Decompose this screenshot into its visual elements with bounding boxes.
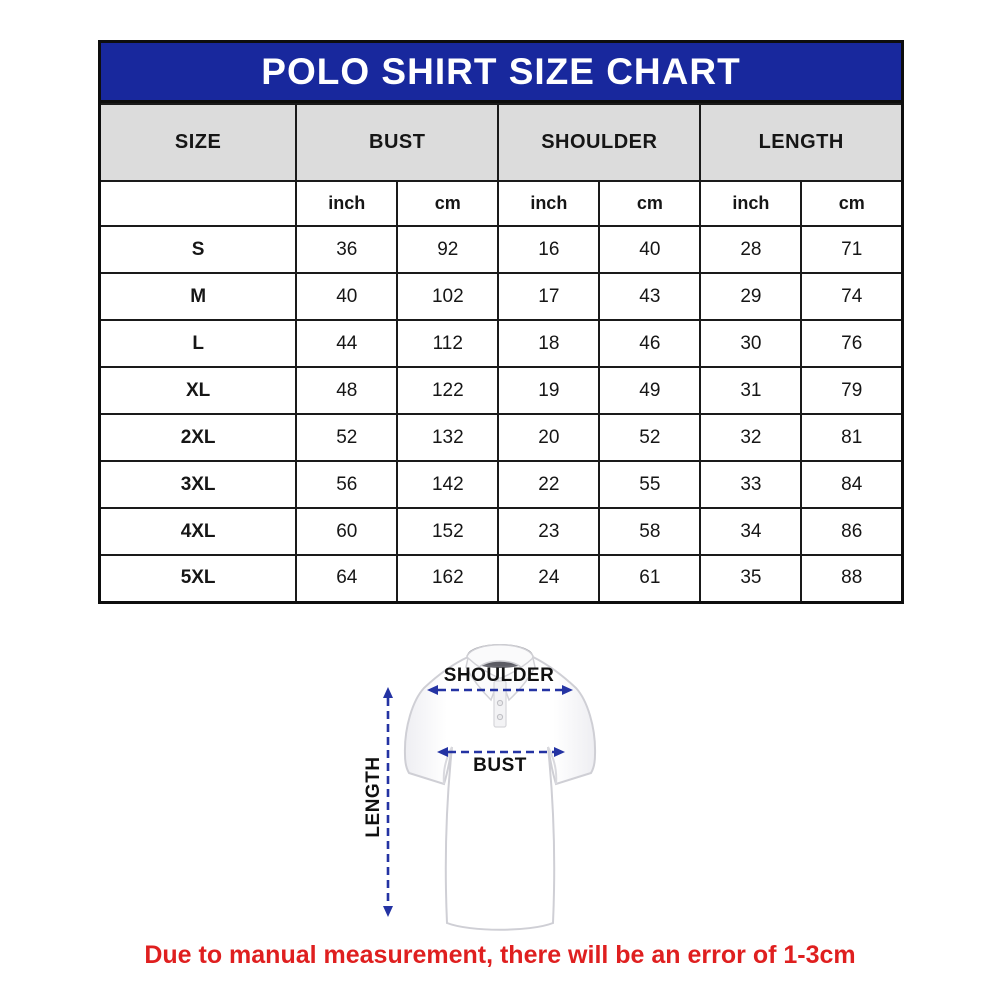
- button-icon: [497, 700, 502, 705]
- value-cell: 58: [599, 508, 700, 555]
- column-header-length: LENGTH: [700, 104, 902, 181]
- value-cell: 34: [700, 508, 801, 555]
- measurement-note: Due to manual measurement, there will be an error of 1-3cm: [144, 941, 856, 969]
- unit-cell: inch: [296, 181, 397, 226]
- measurement-diagram: [330, 635, 670, 945]
- value-cell: 35: [700, 555, 801, 602]
- value-cell: 88: [801, 555, 902, 602]
- value-cell: 86: [801, 508, 902, 555]
- value-cell: 16: [498, 226, 599, 273]
- value-cell: 52: [296, 414, 397, 461]
- value-cell: 32: [700, 414, 801, 461]
- size-cell: 4XL: [100, 508, 297, 555]
- value-cell: 52: [599, 414, 700, 461]
- value-cell: 23: [498, 508, 599, 555]
- value-cell: 22: [498, 461, 599, 508]
- size-cell: M: [100, 273, 297, 320]
- column-header-bust: BUST: [296, 104, 498, 181]
- table-row: [100, 461, 903, 508]
- value-cell: 40: [296, 273, 397, 320]
- shoulder-label: SHOULDER: [443, 665, 555, 686]
- table-row: [100, 508, 903, 555]
- size-cell: S: [100, 226, 297, 273]
- size-cell: L: [100, 320, 297, 367]
- value-cell: 31: [700, 367, 801, 414]
- column-group-row: [100, 104, 903, 181]
- value-cell: 81: [801, 414, 902, 461]
- value-cell: 56: [296, 461, 397, 508]
- unit-cell: cm: [801, 181, 902, 226]
- page-title: POLO SHIRT SIZE CHART: [261, 50, 741, 92]
- value-cell: 64: [296, 555, 397, 602]
- button-icon: [497, 714, 502, 719]
- value-cell: 162: [397, 555, 498, 602]
- value-cell: 55: [599, 461, 700, 508]
- size-table-body: [100, 226, 903, 602]
- value-cell: 92: [397, 226, 498, 273]
- length-label: LENGTH: [363, 756, 384, 838]
- table-row: [100, 320, 903, 367]
- unit-corner-cell: [100, 181, 297, 226]
- unit-cell: cm: [599, 181, 700, 226]
- value-cell: 71: [801, 226, 902, 273]
- value-cell: 20: [498, 414, 599, 461]
- size-cell: 3XL: [100, 461, 297, 508]
- value-cell: 152: [397, 508, 498, 555]
- size-table: [98, 103, 904, 604]
- value-cell: 76: [801, 320, 902, 367]
- value-cell: 30: [700, 320, 801, 367]
- size-cell: 5XL: [100, 555, 297, 602]
- value-cell: 19: [498, 367, 599, 414]
- value-cell: 24: [498, 555, 599, 602]
- bust-label: BUST: [473, 755, 527, 776]
- size-cell: 2XL: [100, 414, 297, 461]
- table-row: [100, 414, 903, 461]
- table-row: [100, 273, 903, 320]
- value-cell: 142: [397, 461, 498, 508]
- chart-title-bar: [98, 40, 904, 103]
- value-cell: 40: [599, 226, 700, 273]
- column-header-size: SIZE: [100, 104, 297, 181]
- value-cell: 74: [801, 273, 902, 320]
- value-cell: 44: [296, 320, 397, 367]
- value-cell: 60: [296, 508, 397, 555]
- value-cell: 122: [397, 367, 498, 414]
- table-row: [100, 555, 903, 602]
- size-cell: XL: [100, 367, 297, 414]
- value-cell: 33: [700, 461, 801, 508]
- unit-cell: inch: [700, 181, 801, 226]
- value-cell: 102: [397, 273, 498, 320]
- value-cell: 84: [801, 461, 902, 508]
- unit-cell: inch: [498, 181, 599, 226]
- unit-header-row: [100, 181, 903, 226]
- table-row: [100, 226, 903, 273]
- value-cell: 48: [296, 367, 397, 414]
- value-cell: 49: [599, 367, 700, 414]
- size-chart-block: [98, 40, 904, 604]
- value-cell: 18: [498, 320, 599, 367]
- unit-cell: cm: [397, 181, 498, 226]
- value-cell: 17: [498, 273, 599, 320]
- value-cell: 29: [700, 273, 801, 320]
- value-cell: 28: [700, 226, 801, 273]
- table-row: [100, 367, 903, 414]
- value-cell: 46: [599, 320, 700, 367]
- value-cell: 36: [296, 226, 397, 273]
- value-cell: 43: [599, 273, 700, 320]
- value-cell: 61: [599, 555, 700, 602]
- value-cell: 79: [801, 367, 902, 414]
- value-cell: 112: [397, 320, 498, 367]
- column-header-shoulder: SHOULDER: [498, 104, 700, 181]
- value-cell: 132: [397, 414, 498, 461]
